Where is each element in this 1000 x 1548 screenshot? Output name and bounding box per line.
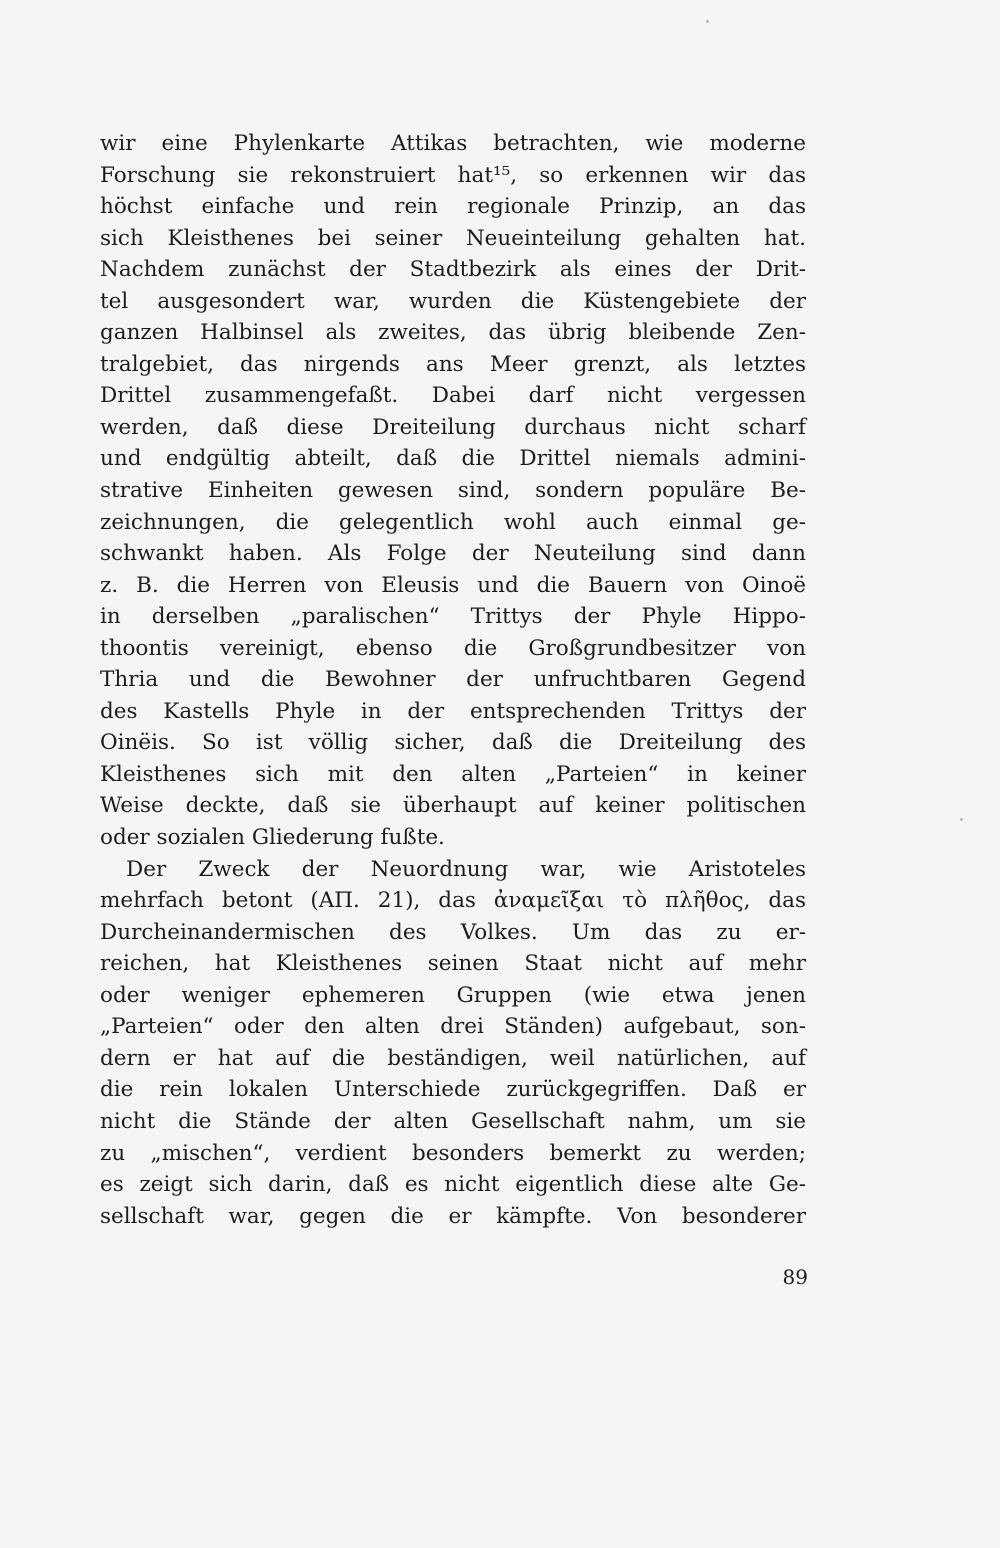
text-line: thoontis vereinigt, ebenso die Großgrundbesitzer von bbox=[100, 635, 806, 661]
text-line: strative Einheiten gewesen sind, sondern populäre Be- bbox=[100, 478, 806, 504]
text-line: werden, daß diese Dreiteilung durchaus nicht scharf bbox=[100, 414, 806, 440]
text-line: nicht die Stände der alten Gesellschaft nahm, um sie bbox=[100, 1108, 806, 1134]
text-line: Forschung sie rekonstruiert hat¹⁵, so erkennen wir das bbox=[100, 162, 806, 188]
paper-speck bbox=[960, 818, 963, 821]
paper-speck bbox=[706, 20, 709, 23]
text-line: tralgebiet, das nirgends ans Meer grenzt, als letztes bbox=[100, 351, 806, 377]
body-text bbox=[100, 128, 806, 1232]
text-line: des Kastells Phyle in der entsprechenden Trittys der bbox=[100, 698, 806, 724]
text-line: die rein lokalen Unterschiede zurückgegriffen. Daß er bbox=[100, 1077, 806, 1103]
text-line: Nachdem zunächst der Stadtbezirk als eines der Drit- bbox=[100, 257, 806, 283]
text-line: Kleisthenes sich mit den alten „Parteien“ in keiner bbox=[100, 761, 806, 787]
text-line: Weise deckte, daß sie überhaupt auf keiner politischen bbox=[100, 793, 806, 819]
text-line: mehrfach betont (ΑΠ. 21), das ἀναμεῖξαι τὸ πλῆθος, das bbox=[100, 888, 806, 914]
text-line: schwankt haben. Als Folge der Neuteilung sind dann bbox=[100, 541, 806, 567]
text-line: und endgültig abteilt, daß die Drittel niemals admini- bbox=[100, 446, 806, 472]
text-line: in derselben „paralischen“ Trittys der Phyle Hippo- bbox=[100, 604, 806, 630]
text-line: oder weniger ephemeren Gruppen (wie etwa jenen bbox=[100, 982, 806, 1008]
text-line: Oinëis. So ist völlig sicher, daß die Dreiteilung des bbox=[100, 730, 806, 756]
text-line: Thria und die Bewohner der unfruchtbaren Gegend bbox=[100, 667, 806, 693]
text-line: Drittel zusammengefaßt. Dabei darf nicht vergessen bbox=[100, 383, 806, 409]
paragraph-start-line: Der Zweck der Neuordnung war, wie Aristoteles bbox=[126, 856, 806, 882]
text-line: es zeigt sich darin, daß es nicht eigentlich diese alte Ge- bbox=[100, 1172, 806, 1198]
paragraph-end-line: oder sozialen Gliederung fußte. bbox=[100, 825, 445, 851]
page-number: 89 bbox=[782, 1265, 808, 1289]
text-line: „Parteien“ oder den alten drei Ständen) aufgebaut, son- bbox=[100, 1014, 806, 1040]
text-line: z. B. die Herren von Eleusis und die Bauern von Oinoë bbox=[100, 572, 806, 598]
text-line: zeichnungen, die gelegentlich wohl auch einmal ge- bbox=[100, 509, 806, 535]
text-line: Durcheinandermischen des Volkes. Um das zu er- bbox=[100, 919, 806, 945]
text-line: dern er hat auf die beständigen, weil natürlichen, auf bbox=[100, 1045, 806, 1071]
text-line: sich Kleisthenes bei seiner Neueinteilung gehalten hat. bbox=[100, 225, 806, 251]
text-line: zu „mischen“, verdient besonders bemerkt zu werden; bbox=[100, 1140, 806, 1166]
text-line: höchst einfache und rein regionale Prinzip, an das bbox=[100, 194, 806, 220]
text-line: ganzen Halbinsel als zweites, das übrig bleibende Zen- bbox=[100, 320, 806, 346]
text-line: reichen, hat Kleisthenes seinen Staat nicht auf mehr bbox=[100, 951, 806, 977]
text-line: tel ausgesondert war, wurden die Küstengebiete der bbox=[100, 288, 806, 314]
text-line: sellschaft war, gegen die er kämpfte. Von besonderer bbox=[100, 1203, 806, 1229]
text-line: wir eine Phylenkarte Attikas betrachten, wie moderne bbox=[100, 131, 806, 156]
